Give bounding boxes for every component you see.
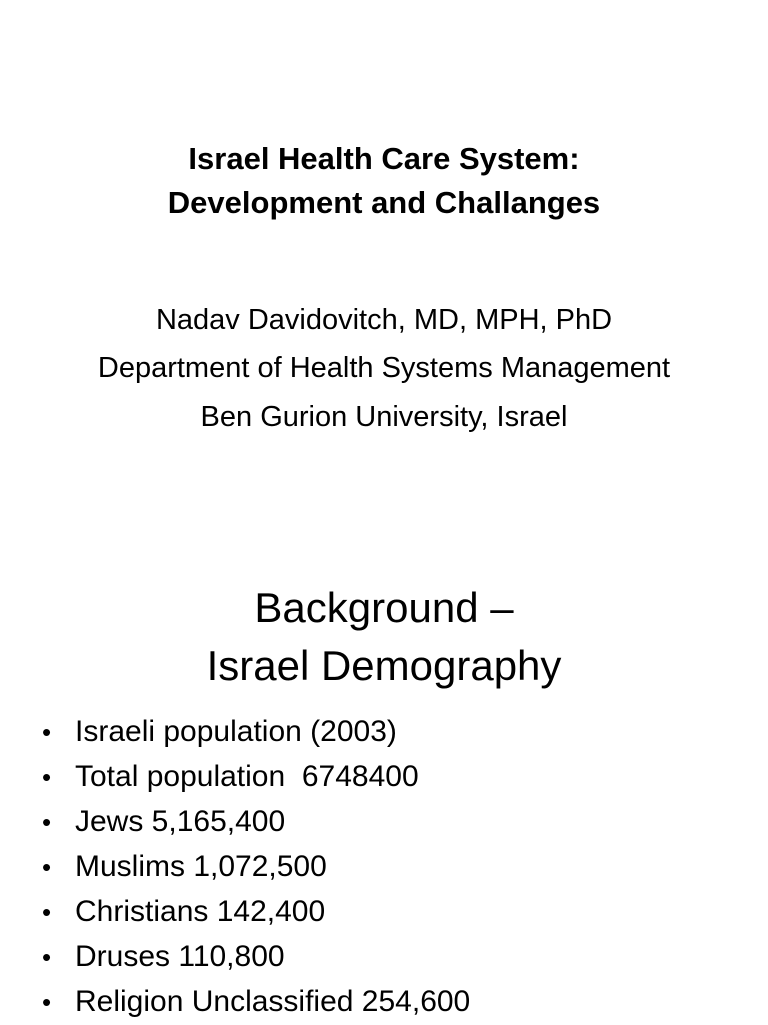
- bullet-item: [42, 889, 470, 934]
- department-name: Department of Health Systems Management: [97, 352, 671, 384]
- bullet-item: [42, 799, 470, 844]
- slide-title-line2: Development and Challanges: [167, 185, 601, 220]
- bullet-text: Muslims 1,072,500: [75, 850, 327, 883]
- demography-slide: [0, 540, 768, 1024]
- bullet-item: [42, 979, 470, 1024]
- bullet-item: [42, 709, 470, 754]
- bullet-item: [42, 844, 470, 889]
- bullet-dot-icon: •: [42, 942, 52, 972]
- bullet-dot-icon: •: [42, 807, 52, 837]
- bullet-list: [42, 709, 470, 1024]
- slide-title-line1: Israel Health Care System:: [188, 141, 580, 176]
- author-name: Nadav Davidovitch, MD, MPH, PhD: [155, 304, 613, 336]
- slide-heading-line2: Israel Demography: [206, 642, 562, 689]
- bullet-item: [42, 754, 470, 799]
- bullet-text: Christians 142,400: [75, 895, 326, 928]
- bullet-text: Total population 6748400: [75, 760, 419, 793]
- bullet-dot-icon: •: [42, 852, 52, 882]
- bullet-dot-icon: •: [42, 987, 52, 1017]
- slide-heading-line1: Background –: [254, 584, 514, 631]
- bullet-dot-icon: •: [42, 762, 52, 792]
- bullet-text: Israeli population (2003): [75, 715, 397, 748]
- institution-name: Ben Gurion University, Israel: [200, 401, 568, 433]
- bullet-text: Religion Unclassified 254,600: [75, 985, 471, 1018]
- bullet-text: Druses 110,800: [75, 940, 285, 973]
- bullet-item: [42, 934, 470, 979]
- bullet-dot-icon: •: [42, 897, 52, 927]
- bullet-dot-icon: •: [42, 717, 52, 747]
- bullet-text: Jews 5,165,400: [75, 805, 286, 838]
